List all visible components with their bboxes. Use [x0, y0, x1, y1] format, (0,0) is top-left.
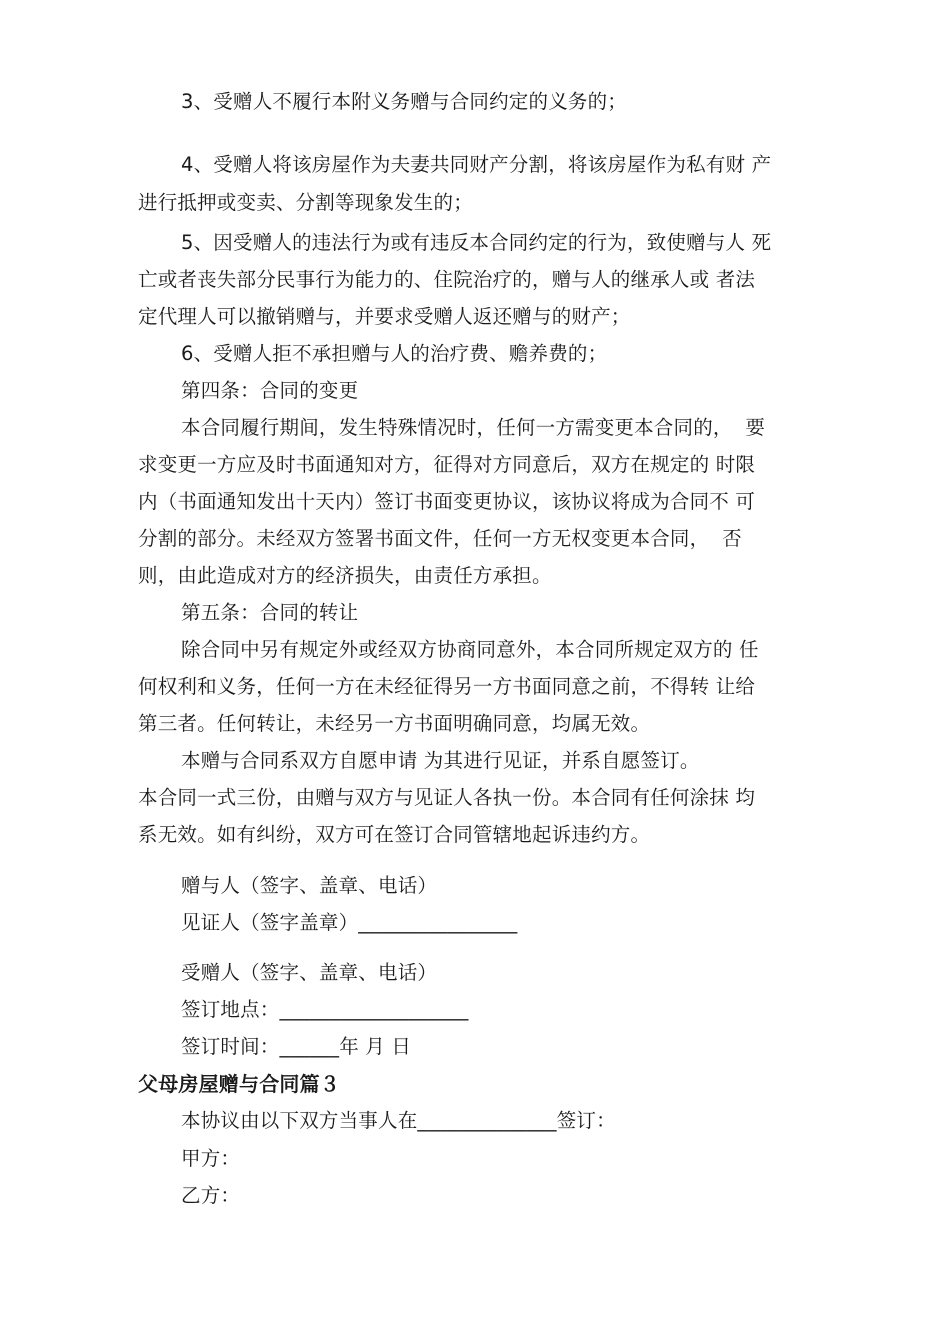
article-5-para-line-3: 第三者。任何转让，未经另一方书面明确同意，均属无效。	[138, 712, 651, 735]
section-heading: 父母房屋赠与合同篇３	[138, 1072, 340, 1096]
clause-3-item-5-line-2: 亡或者丧失部分民事行为能力的、住院治疗的，赠与人的继承人或 者法	[138, 268, 756, 291]
clause-3-item-3: 3、受赠人不履行本附义务赠与合同约定的义务的；	[181, 90, 628, 113]
witness-signature-field: 见证人（签字盖章）________________	[181, 911, 518, 934]
clause-3-item-4-line-2: 进行抵押或变卖、分割等现象发生的；	[138, 191, 473, 214]
copies-statement-line-1: 本合同一式三份，由赠与双方与见证人各执一份。本合同有任何涂抹 均	[138, 786, 756, 809]
article-4-para-line-4: 分割的部分。未经双方签署书面文件，任何一方无权变更本合同， 否	[138, 527, 742, 550]
copies-statement-line-2: 系无效。如有纠纷，双方可在签订合同管辖地起诉违约方。	[138, 823, 651, 846]
clause-3-item-5-line-3: 定代理人可以撤销赠与，并要求受赠人返还赠与的财产；	[138, 305, 631, 328]
clause-3-item-4-line-1: 4、受赠人将该房屋作为夫妻共同财产分割，将该房屋作为私有财 产	[181, 153, 772, 176]
agreement-intro: 本协议由以下双方当事人在______________签订：	[181, 1109, 616, 1132]
article-4-para-line-5: 则，由此造成对方的经济损失，由责任方承担。	[138, 564, 552, 587]
article-4-para-line-1: 本合同履行期间，发生特殊情况时，任何一方需变更本合同的， 要	[181, 416, 766, 439]
article-5-para-line-2: 何权利和义务，任何一方在未经征得另一方书面同意之前，不得转 让给	[138, 675, 756, 698]
clause-3-item-5-line-1: 5、因受赠人的违法行为或有违反本合同约定的行为，致使赠与人 死	[181, 231, 772, 254]
donee-signature-field: 受赠人（签字、盖章、电话）	[181, 961, 438, 984]
article-4-para-line-3: 内（书面通知发出十天内）签订书面变更协议，该协议将成为合同不 可	[138, 490, 756, 513]
article-4-para-line-2: 求变更一方应及时书面通知对方，征得对方同意后，双方在规定的 时限	[138, 453, 756, 476]
party-b-field: 乙方：	[181, 1184, 241, 1207]
party-a-field: 甲方：	[181, 1147, 241, 1170]
article-5-para-line-1: 除合同中另有规定外或经双方协商同意外，本合同所规定双方的 任	[181, 638, 759, 661]
article-5-title: 第五条：合同的转让	[181, 601, 359, 624]
signing-place-field: 签订地点：___________________	[181, 998, 469, 1021]
clause-3-item-6: 6、受赠人拒不承担赠与人的治疗费、赡养费的；	[181, 342, 608, 365]
article-4-title: 第四条：合同的变更	[181, 379, 359, 402]
signing-date-field: 签订时间：______年 月 日	[181, 1035, 412, 1058]
donor-signature-field: 赠与人（签字、盖章、电话）	[181, 874, 438, 897]
notarization-statement: 本赠与合同系双方自愿申请 为其进行见证，并系自愿签订。	[181, 749, 700, 772]
